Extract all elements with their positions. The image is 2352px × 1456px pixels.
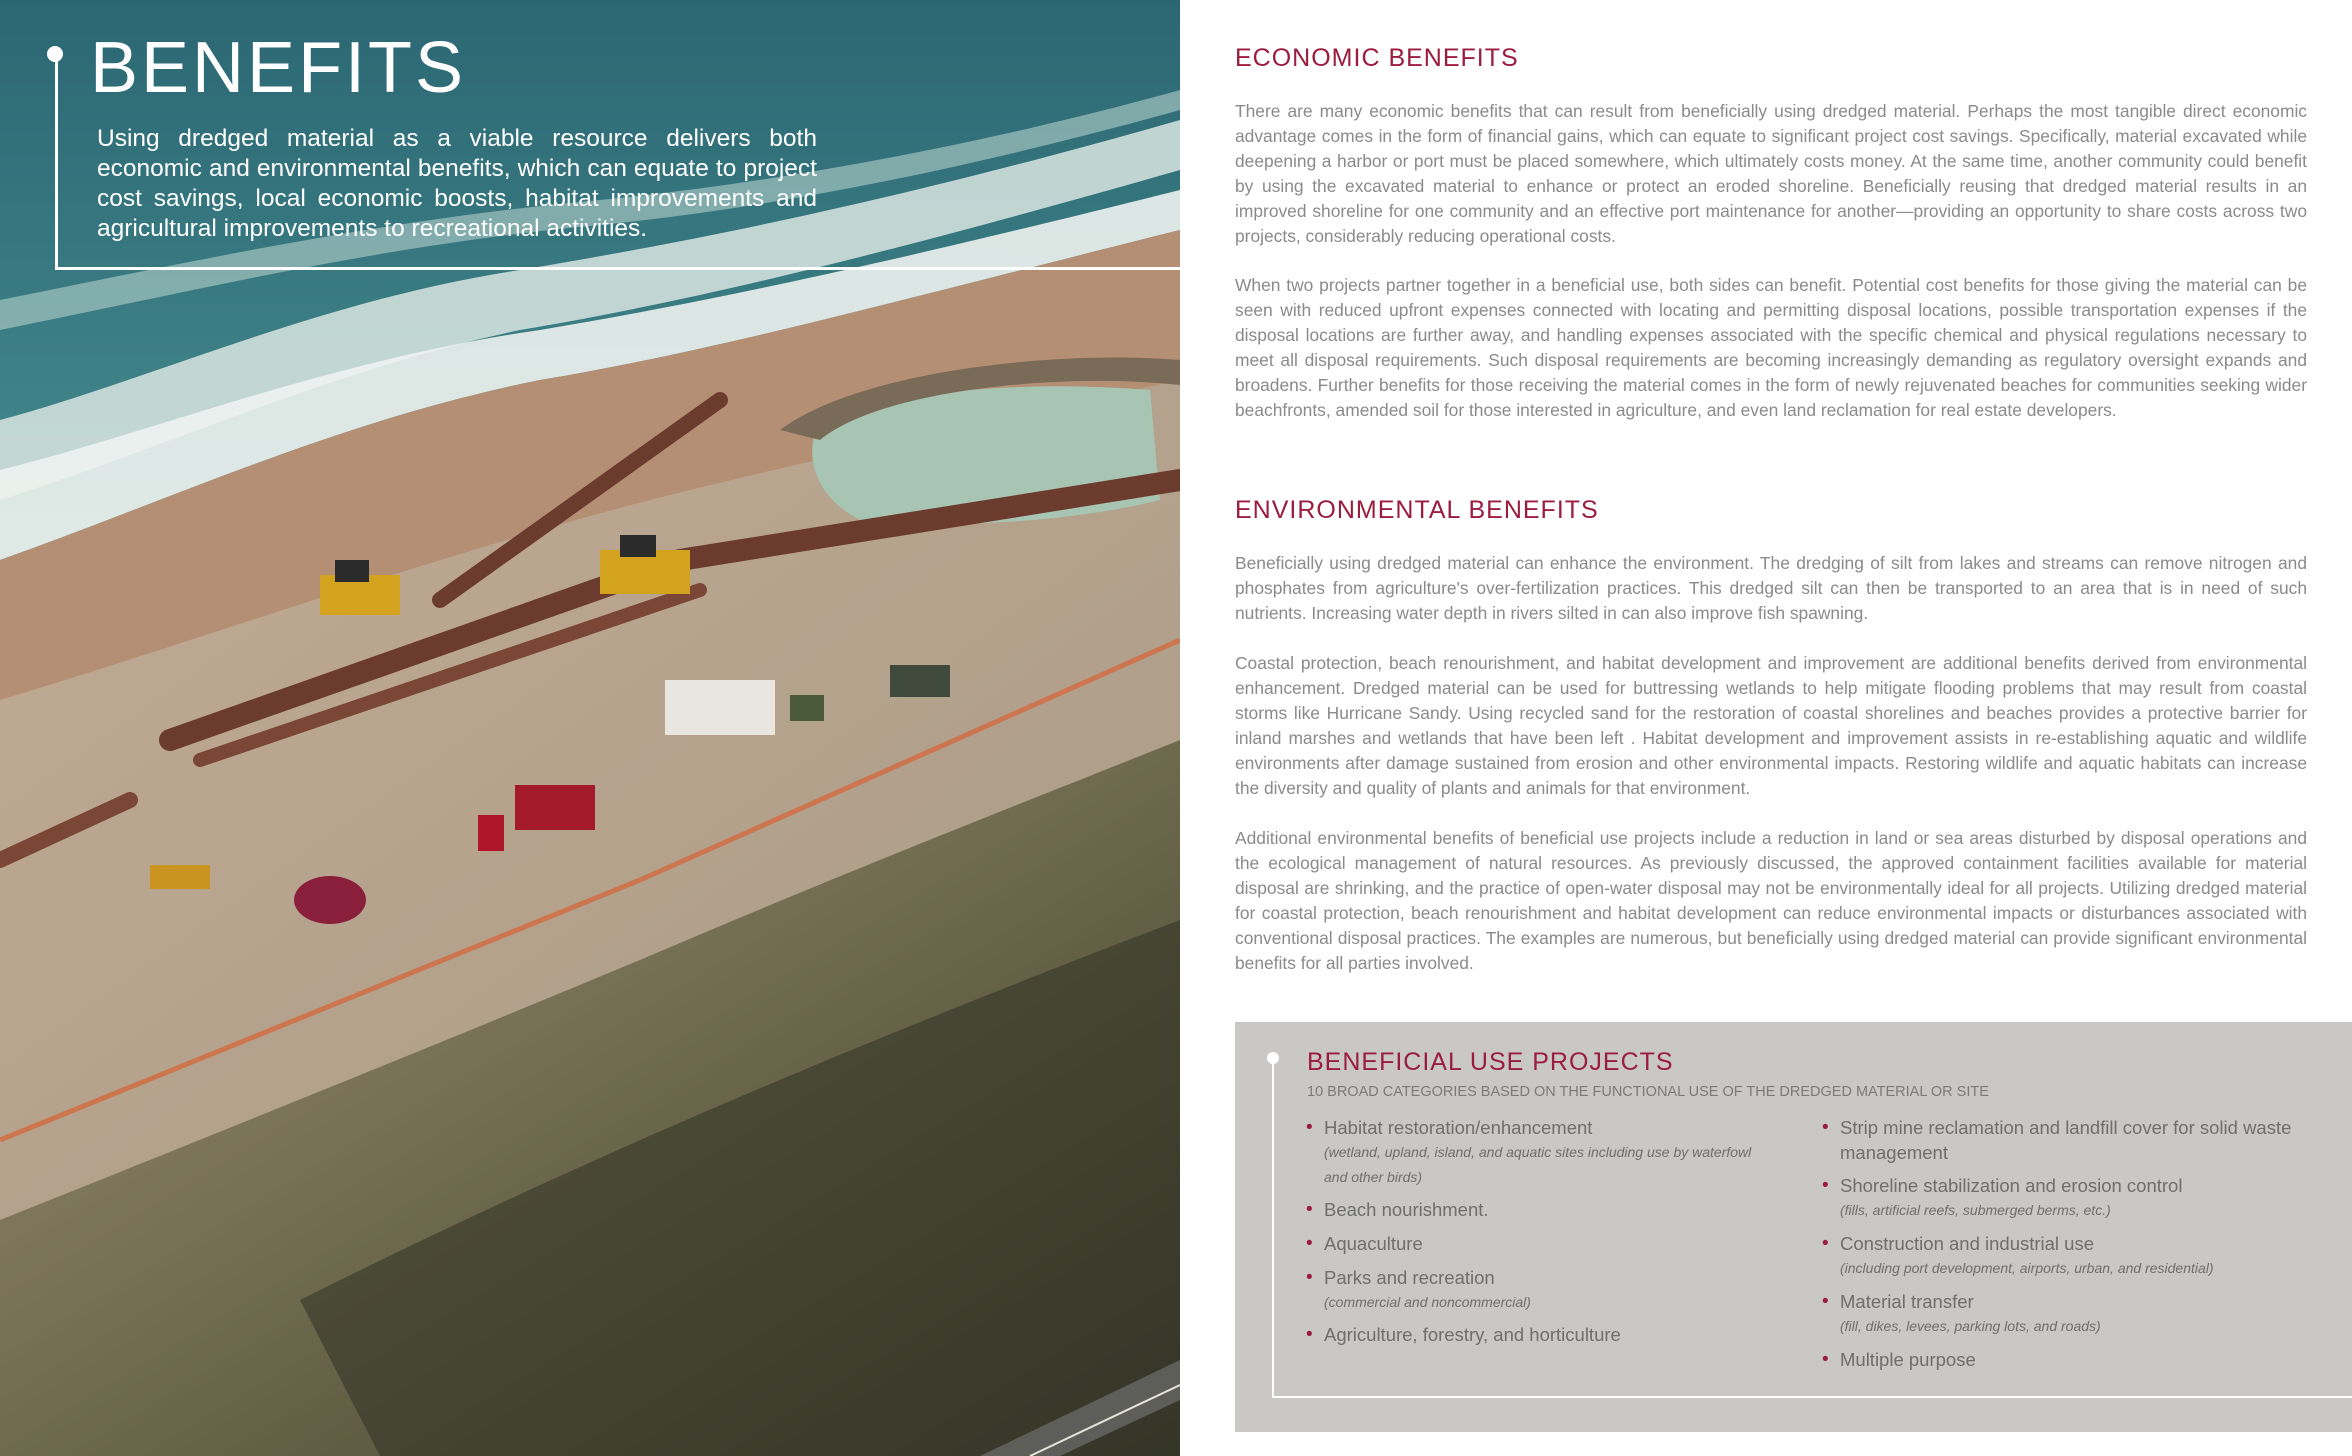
environmental-paragraph-2: Coastal protection, beach renourishment, and habitat development and improvement are additional benefits derived from environmental enhancement. Dredged material can be used for buttressing wetlands to help mitigate flooding problems that may result from coastal storms like Hurricane Sandy. Using recycled sand for the restoration of coastal shorelines and beaches provides a protective barrier for inland marshes and wetlands that have been left . Habitat development and improvement assists in re-establishing aquatic and wildlife environments after damage sustained from erosion and other environmental impacts. Restoring wildlife and aquatic habitats can increase the diversity and quality of plants and animals for that environment. — [1235, 653, 2307, 799]
list-item: • Parks and recreation (commercial and noncommercial) — [1306, 1265, 1756, 1315]
economic-paragraph-1: There are many economic benefits that can result from beneficially using dredged material. Perhaps the most tangible direct economic advantage comes in the form of financial gains, which can equate to significant project cost savings. Specifically, material excavated while deepening a harbor or port must be placed somewhere, which ultimately costs money. At the same time, another community could benefit by using the excavated material to enhance or protect an eroded shoreline. Beneficially reusing that dredged material results in an improved shoreline for one community and an effective port maintenance for another—providing an opportunity to share costs across two projects, considerably reducing operational costs. — [1235, 101, 2307, 247]
economic-paragraph-2: When two projects partner together in a beneficial use, both sides can benefit. Potential cost benefits for those giving the material can be seen with reduced upfront expenses connected with locating and permitting disposal locations, possible transportation expenses if the disposal locations are further away, and handling expenses associated with the specific chemical and physical regulations necessary to meet all disposal requirements. Such disposal requirements are becoming increasingly demanding as regulatory oversight expands and broadens. Further benefits for those receiving the material comes in the form of newly rejuvenated beaches for communities seeking wider beachfronts, amended soil for those interested in agriculture, and even land reclamation for real estate developers. — [1235, 275, 2307, 421]
list-item: • Shoreline stabilization and erosion control (fills, artificial reefs, submerged berms, etc.) — [1822, 1173, 2312, 1223]
environmental-paragraph-1: Beneficially using dredged material can enhance the environment. The dredging of silt from lakes and streams can remove nitrogen and phosphates from agriculture's over-fertilization practices. This dredged silt can then be transported to an area that is in need of such nutrients. Increasing water depth in rivers silted in can also improve fish spawning. — [1235, 553, 2307, 624]
intro-frame-dot — [47, 46, 63, 62]
list-item: • Agriculture, forestry, and horticulture — [1306, 1322, 1756, 1347]
projects-subtitle: 10 BROAD CATEGORIES BASED ON THE FUNCTIONAL USE OF THE DREDGED MATERIAL OR SITE — [1307, 1084, 1989, 1100]
environmental-heading: ENVIRONMENTAL BENEFITS — [1235, 496, 1599, 524]
list-item: • Aquaculture — [1306, 1231, 1756, 1256]
page-title: BENEFITS — [90, 28, 467, 108]
list-item: • Habitat restoration/enhancement (wetland, upland, island, and aquatic sites including use by waterfowl and other birds) — [1306, 1115, 1756, 1190]
economic-heading: ECONOMIC BENEFITS — [1235, 44, 1519, 72]
projects-list-right — [1822, 1115, 2312, 1372]
projects-list-left — [1306, 1115, 1756, 1347]
list-item: • Construction and industrial use (including port development, airports, urban, and residential) — [1822, 1231, 2312, 1281]
list-item: • Strip mine reclamation and landfill cover for solid waste management — [1822, 1115, 2312, 1165]
environmental-paragraph-3: Additional environmental benefits of beneficial use projects include a reduction in land or sea areas disturbed by disposal operations and the ecological management of natural resources. As previously discussed, the approved containment facilities available for material disposal are shrinking, and the practice of open-water disposal may not be environmentally ideal for all projects. Utilizing dredged material for coastal protection, beach renourishment and habitat development can reduce environmental impacts or disturbances associated with conventional disposal practices. The examples are numerous, but beneficially using dredged material can provide significant environmental benefits for all parties involved. — [1235, 828, 2307, 974]
projects-frame-dot — [1267, 1052, 1279, 1064]
list-item: • Material transfer (fill, dikes, levees, parking lots, and roads) — [1822, 1289, 2312, 1339]
projects-title: BENEFICIAL USE PROJECTS — [1307, 1048, 1674, 1076]
list-item: • Beach nourishment. — [1306, 1197, 1756, 1222]
intro-text: Using dredged material as a viable resource delivers both economic and environmental benefits, which can equate to project cost savings, local economic boosts, habitat improvements and agricultural improvements to recreational activities. — [97, 125, 817, 242]
list-item: • Multiple purpose — [1822, 1347, 2312, 1372]
